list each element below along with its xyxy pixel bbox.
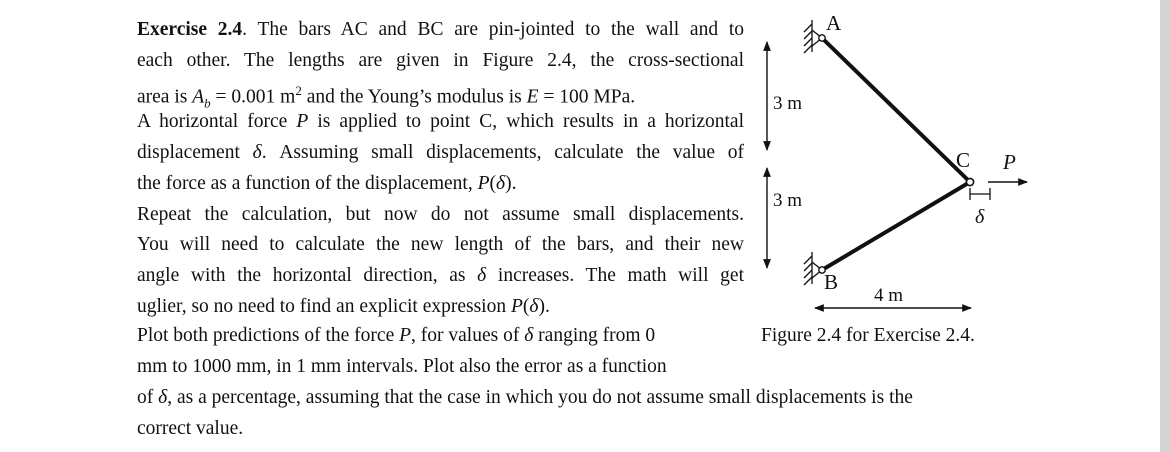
text-span: correct value. [137,418,244,439]
dimension-horizontal-4m [815,285,971,308]
math-superscript: 2 [295,83,302,98]
math-symbol: P [510,296,523,317]
text-span: You will need to calculate the new length of the bars, and their new [137,234,744,255]
math-symbol: P [296,111,309,132]
label-p: P [1003,150,1016,174]
math-symbol: δ [477,265,487,286]
math-subscript: b [204,95,211,111]
hatch-a-4 [804,45,812,53]
text-span: each other. The lengths are given in Figure 2.4, the cross-sectional [137,50,744,71]
text-span: is applied to point C, which results in a horizontal [308,111,744,132]
hatch-a-2 [804,31,812,39]
math-symbol: P [399,325,412,346]
label-c: C [956,148,971,172]
label-b: B [824,270,839,294]
text-span: of [137,387,159,408]
math-symbol: δ [529,296,539,317]
text-span: ). [505,173,517,194]
scrollbar[interactable] [1160,0,1170,452]
pin-c [966,178,973,185]
text-span: and the Young’s modulus is [301,86,527,108]
hatch-b-3 [804,270,812,278]
math-symbol: A [192,86,205,108]
text-span: mm to 1000 mm, in 1 mm intervals. Plot also the error as a function [137,356,667,377]
math-symbol: P [477,173,490,194]
hatch-b-1 [804,256,812,264]
exercise-title: Exercise 2.4 [137,19,243,40]
text-span: increases. The math will get [486,265,744,286]
text-span: , as a percentage, assuming that the case in which you do not assume small displacements is the [167,387,913,408]
dimension-upper-3m [767,42,802,150]
math-symbol: δ [252,142,262,163]
hatch-b-2 [804,263,812,271]
hatch-a-3 [804,38,812,46]
text-span: angle with the horizontal direction, as [137,265,478,286]
text-span: uglier, so no need to find an explicit expression [137,296,511,317]
text-span: ranging from 0 [533,325,656,346]
text-span: ( [522,296,530,317]
dimension-label-upper: 3 m [773,93,803,114]
text-span: displacement [137,142,253,163]
text-span: = 100 MPa. [538,86,636,108]
bar-ac [822,38,970,182]
text-span: Repeat the calculation, but now do not assume small displacements. [137,204,744,225]
pin-a [819,35,825,41]
math-symbol: δ [158,387,168,408]
math-symbol: δ [496,173,506,194]
dimension-label-lower: 3 m [773,190,803,211]
text-span: . The bars AC and BC are pin-jointed to the wall and to [242,19,744,40]
math-symbol: E [526,86,539,108]
text-span: A horizontal force [137,111,297,132]
text-span: area is [137,86,193,108]
figure-caption: Figure 2.4 for Exercise 2.4. [761,325,975,346]
dimension-label-horizontal: 4 m [874,285,904,306]
text-span: , for values of [411,325,525,346]
label-delta: δ [975,206,985,228]
displacement-delta-marker [970,188,990,200]
label-a: A [826,11,842,35]
text-span: Plot both predictions of the force [137,325,400,346]
math-symbol: δ [524,325,534,346]
text-span: ). [538,296,550,317]
text-span: . Assuming small displacements, calculate the value of [261,142,744,163]
hatch-a-1 [804,24,812,32]
hatch-b-4 [804,277,812,285]
text-span: = 0.001 m [210,86,296,108]
dimension-lower-3m [767,168,802,268]
bar-bc [822,182,970,270]
text-span: ( [489,173,496,194]
text-span: the force as a function of the displacement, [137,173,478,194]
